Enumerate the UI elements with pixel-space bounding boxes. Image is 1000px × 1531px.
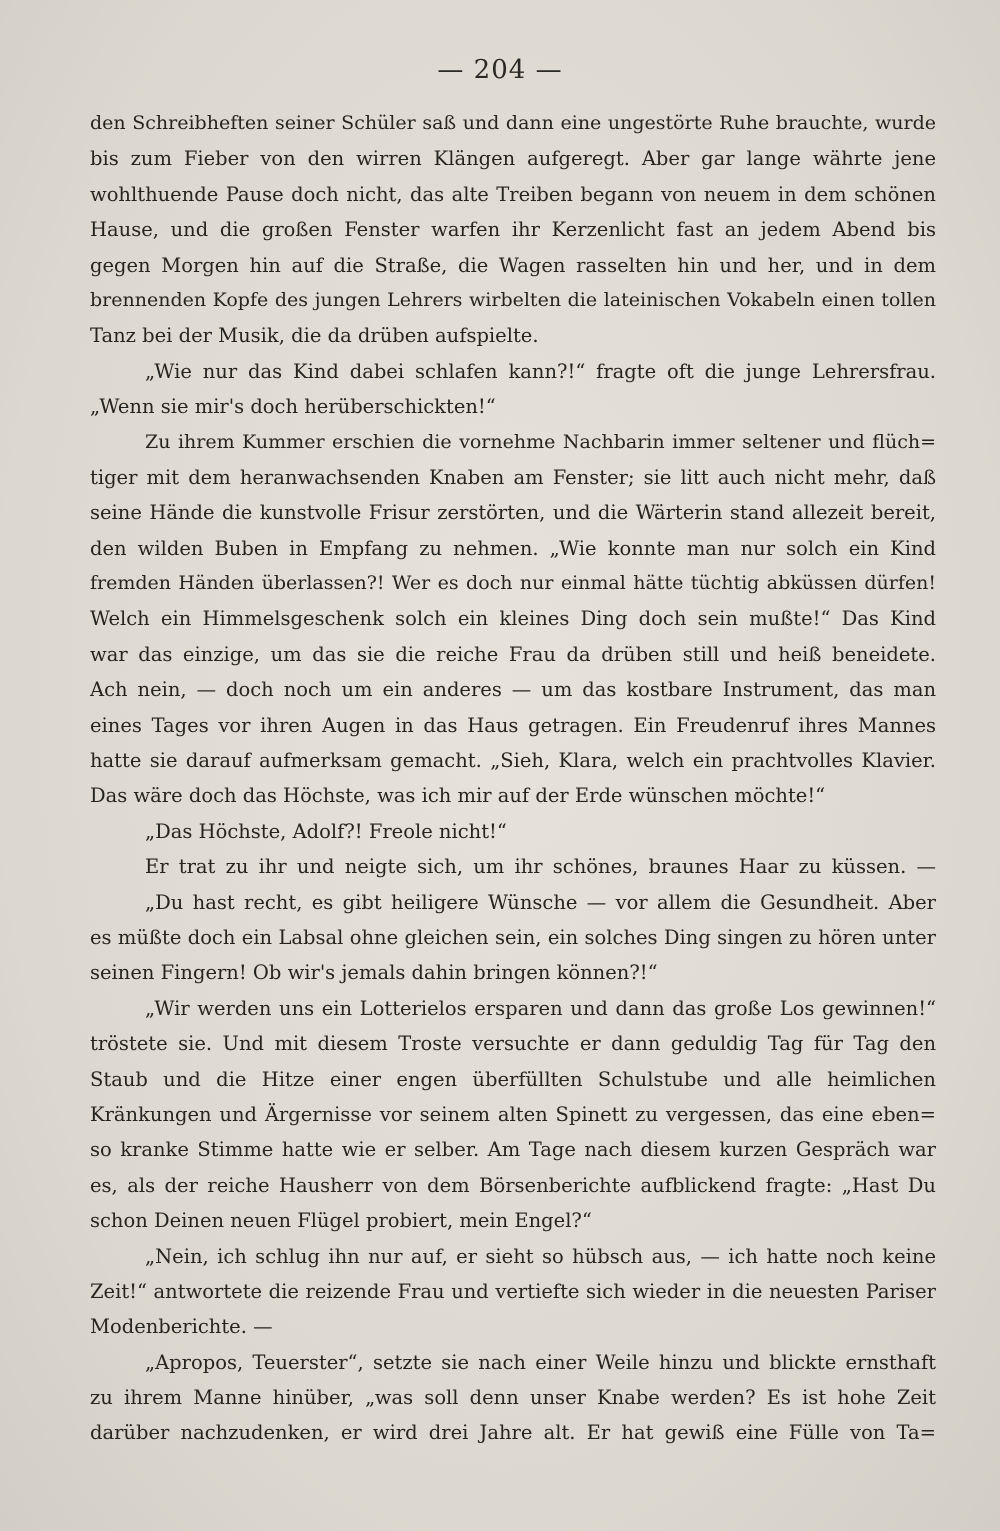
text-line: seinen Fingern! Ob wir's jemals dahin bringen können?!“ <box>90 961 658 985</box>
text-line: Hause, und die großen Fenster warfen ihr Kerzenlicht fast an jedem Abend bis <box>90 218 936 242</box>
text-line: es müßte doch ein Labsal ohne gleichen sein, ein solches Ding singen zu hören unter <box>90 925 936 949</box>
text-line: darüber nachzudenken, er wird drei Jahre alt. Er hat gewiß eine Fülle von Ta= <box>90 1421 936 1445</box>
text-line: „Du hast recht, es gibt heiligere Wünsche — vor allem die Gesundheit. Aber <box>145 890 936 914</box>
text-line: seine Hände die kunstvolle Frisur zerstörten, und die Wärterin stand allezeit bereit, <box>90 501 936 525</box>
text-line: bis zum Fieber von den wirren Klängen aufgeregt. Aber gar lange währte jene <box>90 147 936 171</box>
text-line: schon Deinen neuen Flügel probiert, mein Engel?“ <box>90 1209 592 1233</box>
text-line: war das einzige, um das sie die reiche Frau da drüben still und heiß beneidete. <box>90 642 936 666</box>
text-line: Tanz bei der Musik, die da drüben aufspielte. <box>90 324 539 348</box>
text-line: tröstete sie. Und mit diesem Troste versuchte er dann geduldig Tag für Tag den <box>90 1032 936 1056</box>
text-line: „Wenn sie mir's doch herüberschickten!“ <box>90 395 496 419</box>
text-line: es, als der reiche Hausherr von dem Börsenberichte aufblickend fragte: „Hast Du <box>90 1173 936 1197</box>
text-line: Kränkungen und Ärgernisse vor seinem alten Spinett zu vergessen, das eine eben= <box>90 1102 936 1126</box>
text-line: Staub und die Hitze einer engen überfüllten Schulstube und alle heimlichen <box>90 1067 936 1091</box>
text-line: so kranke Stimme hatte wie er selber. Am Tage nach diesem kurzen Gespräch war <box>90 1138 936 1162</box>
text-line: „Wie nur das Kind dabei schlafen kann?!“ fragte oft die junge Lehrersfrau. <box>145 359 936 383</box>
text-line: Das wäre doch das Höchste, was ich mir auf der Erde wünschen möchte!“ <box>90 784 826 808</box>
text-line: „Nein, ich schlug ihn nur auf, er sieht so hübsch aus, — ich hatte noch keine <box>145 1244 936 1268</box>
text-line: Er trat zu ihr und neigte sich, um ihr schönes, braunes Haar zu küssen. — <box>145 855 936 879</box>
text-line: Ach nein, — doch noch um ein anderes — um das kostbare Instrument, das man <box>90 678 936 702</box>
text-line: hatte sie darauf aufmerksam gemacht. „Sieh, Klara, welch ein prachtvolles Klavier. <box>90 749 936 773</box>
text-line: Zeit!“ antwortete die reizende Frau und vertiefte sich wieder in die neuesten Pariser <box>90 1279 936 1303</box>
text-line: fremden Händen überlassen?! Wer es doch nur einmal hätte tüchtig abküssen dürfen! <box>90 572 936 595</box>
text-line: Modenberichte. — <box>90 1315 273 1339</box>
text-line: Zu ihrem Kummer erschien die vornehme Nachbarin immer seltener und flüch= <box>145 430 936 453</box>
text-line: den wilden Buben in Empfang zu nehmen. „Wie konnte man nur solch ein Kind <box>90 536 936 560</box>
page-number: — 204 — <box>437 55 563 85</box>
text-line: „Apropos, Teuerster“, setzte sie nach einer Weile hinzu und blickte ernsthaft <box>145 1350 936 1374</box>
text-line: tiger mit dem heranwachsenden Knaben am Fenster; sie litt auch nicht mehr, daß <box>90 465 936 489</box>
text-line: zu ihrem Manne hinüber, „was soll denn unser Knabe werden? Es ist hohe Zeit <box>90 1386 936 1410</box>
text-line: eines Tages vor ihren Augen in das Haus getragen. Ein Freudenruf ihres Mannes <box>90 713 936 737</box>
text-line: wohlthuende Pause doch nicht, das alte Treiben begann von neuem in dem schönen <box>90 182 936 206</box>
text-line: den Schreibheften seiner Schüler saß und dann eine ungestörte Ruhe brauchte, wurde <box>90 112 936 134</box>
text-line: gegen Morgen hin auf die Straße, die Wagen rasselten hin und her, und in dem <box>90 253 936 277</box>
text-line: brennenden Kopfe des jungen Lehrers wirbelten die lateinischen Vokabeln einen tollen <box>90 288 936 311</box>
text-line: „Wir werden uns ein Lotterielos ersparen und dann das große Los gewinnen!“ <box>145 996 936 1020</box>
text-line: „Das Höchste, Adolf?! Freole nicht!“ <box>145 819 507 843</box>
text-line: Welch ein Himmelsgeschenk solch ein kleines Ding doch sein mußte!“ Das Kind <box>90 607 936 631</box>
body-text <box>90 106 936 1451</box>
